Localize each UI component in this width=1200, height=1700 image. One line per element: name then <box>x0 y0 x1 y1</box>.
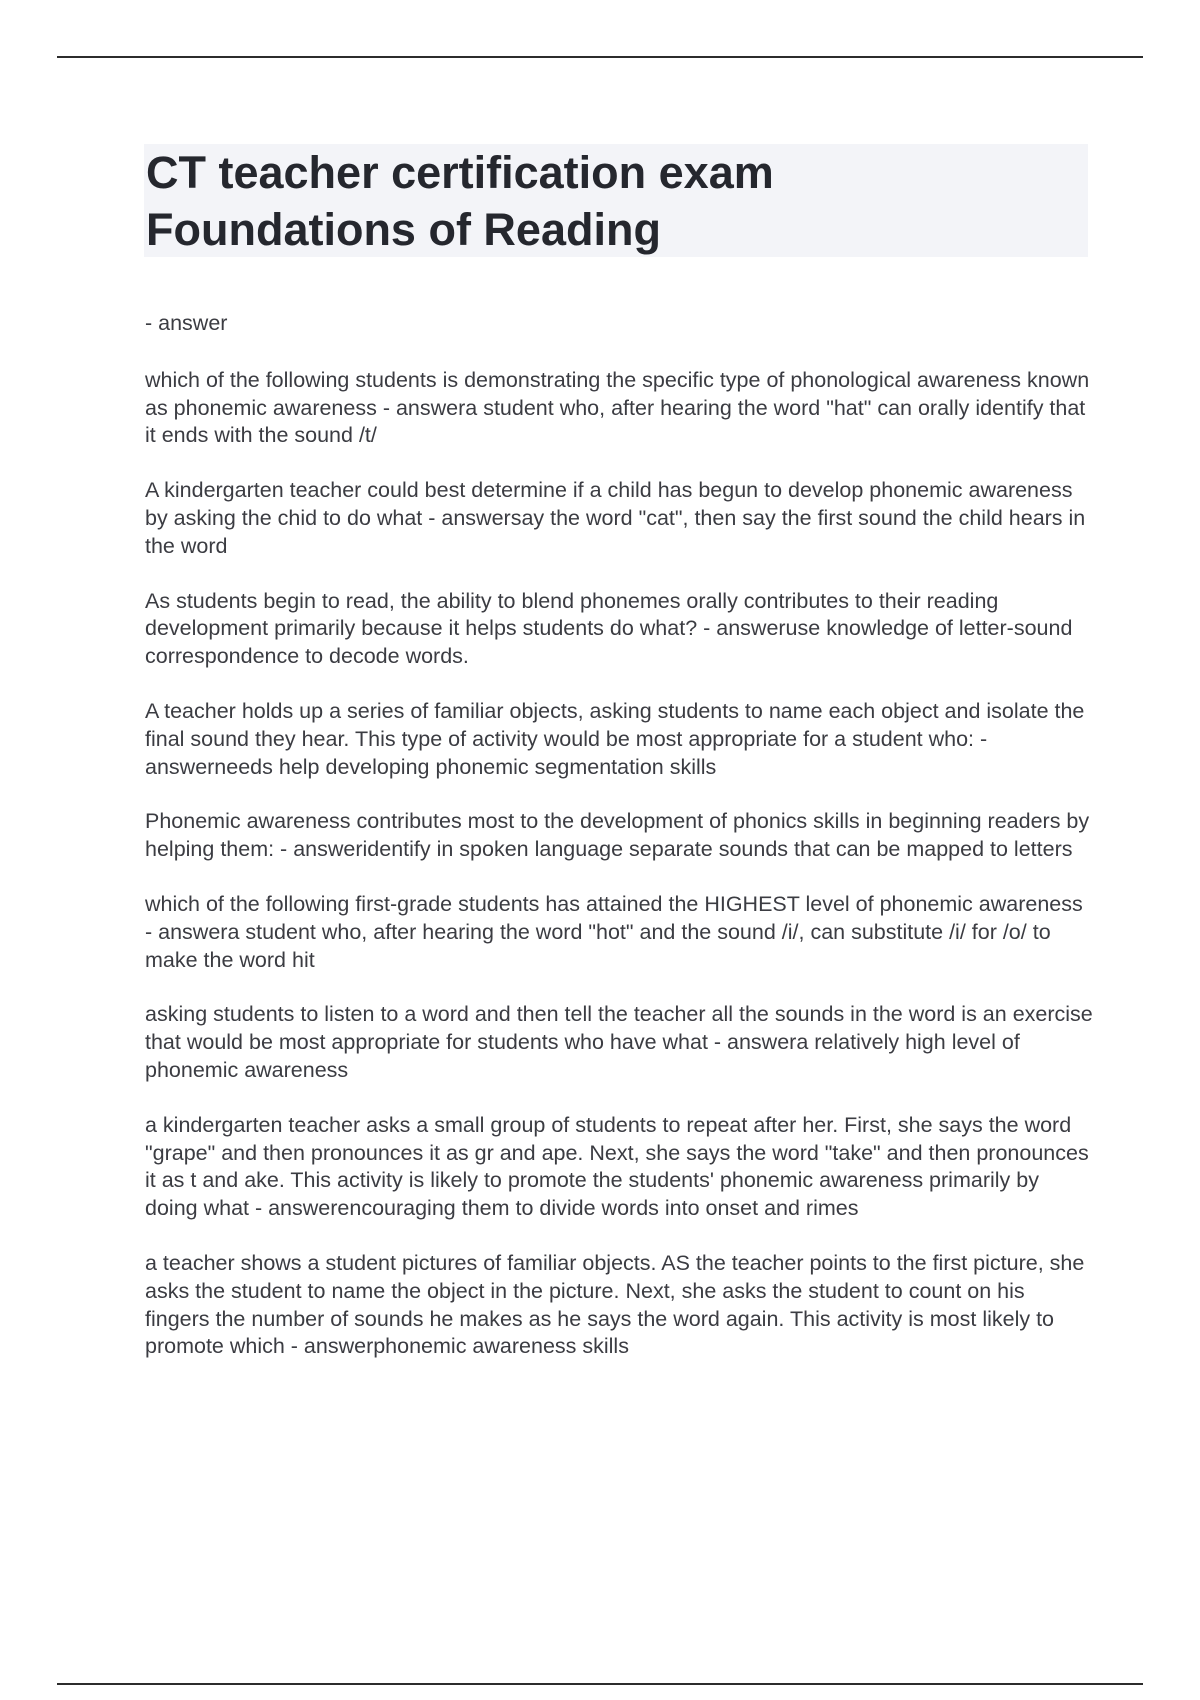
document-title <box>146 144 1088 258</box>
title-line-1: CT teacher certification exam <box>146 147 774 198</box>
qa-entry: A teacher holds up a series of familiar objects, asking students to name each object and isolate the final sound they hear. This type of activity would be most appropriate for a student who: - answerneeds help developing phonemic segmentation skills <box>145 698 1085 779</box>
intro-line: - answer <box>145 311 228 335</box>
qa-entry: A kindergarten teacher could best determine if a child has begun to develop phonemic awareness by asking the chid to do what - answersay the word "cat", then say the first sound the child hears in the word <box>145 478 1086 558</box>
header-divider <box>57 56 1143 58</box>
qa-entry: asking students to listen to a word and then tell the teacher all the sounds in the word is an exercise that would be most appropriate for students who have what - answera relatively high level of phonemic awareness <box>145 1002 1093 1082</box>
qa-entry: Phonemic awareness contributes most to the development of phonics skills in beginning readers by helping them: - answeridentify in spoken language separate sounds that can be mapped to letters <box>145 809 1090 862</box>
document-body <box>145 310 1095 1388</box>
qa-entry: which of the following students is demonstrating the specific type of phonological awareness known as phonemic awareness - answera student who, after hearing the word "hat" can orally identify that it ends with the sound /t/ <box>145 367 1090 448</box>
qa-entry: which of the following first-grade students has attained the HIGHEST level of phonemic awareness - answera student who, after hearing the word "hot" and the sound /i/, can substitute /i/ for /o/ to make the word hit <box>145 891 1083 972</box>
footer-divider <box>57 1683 1143 1685</box>
title-block <box>144 144 1088 257</box>
qa-entry: As students begin to read, the ability to blend phonemes orally contributes to their reading development primarily because it helps students do what? - answeruse knowledge of letter-sound correspondence to decode words. <box>145 588 1073 669</box>
title-line-2: Foundations of Reading <box>146 204 661 255</box>
qa-entry: a kindergarten teacher asks a small group of students to repeat after her. First, she says the word "grape" and then pronounces it as gr and ape. Next, she says the word "take" and then pronounces it as t and ake. This activity is likely to promote the students' phonemic awareness primarily by doing what - answerencouraging them to divide words into onset and rimes <box>145 1112 1089 1221</box>
qa-entry: a teacher shows a student pictures of familiar objects. AS the teacher points to the first picture, she asks the student to name the object in the picture. Next, she asks the student to count on his fingers the number of sounds he makes as he says the word again. This activity is most likely to promote which - answerphonemic awareness skills <box>145 1250 1085 1359</box>
